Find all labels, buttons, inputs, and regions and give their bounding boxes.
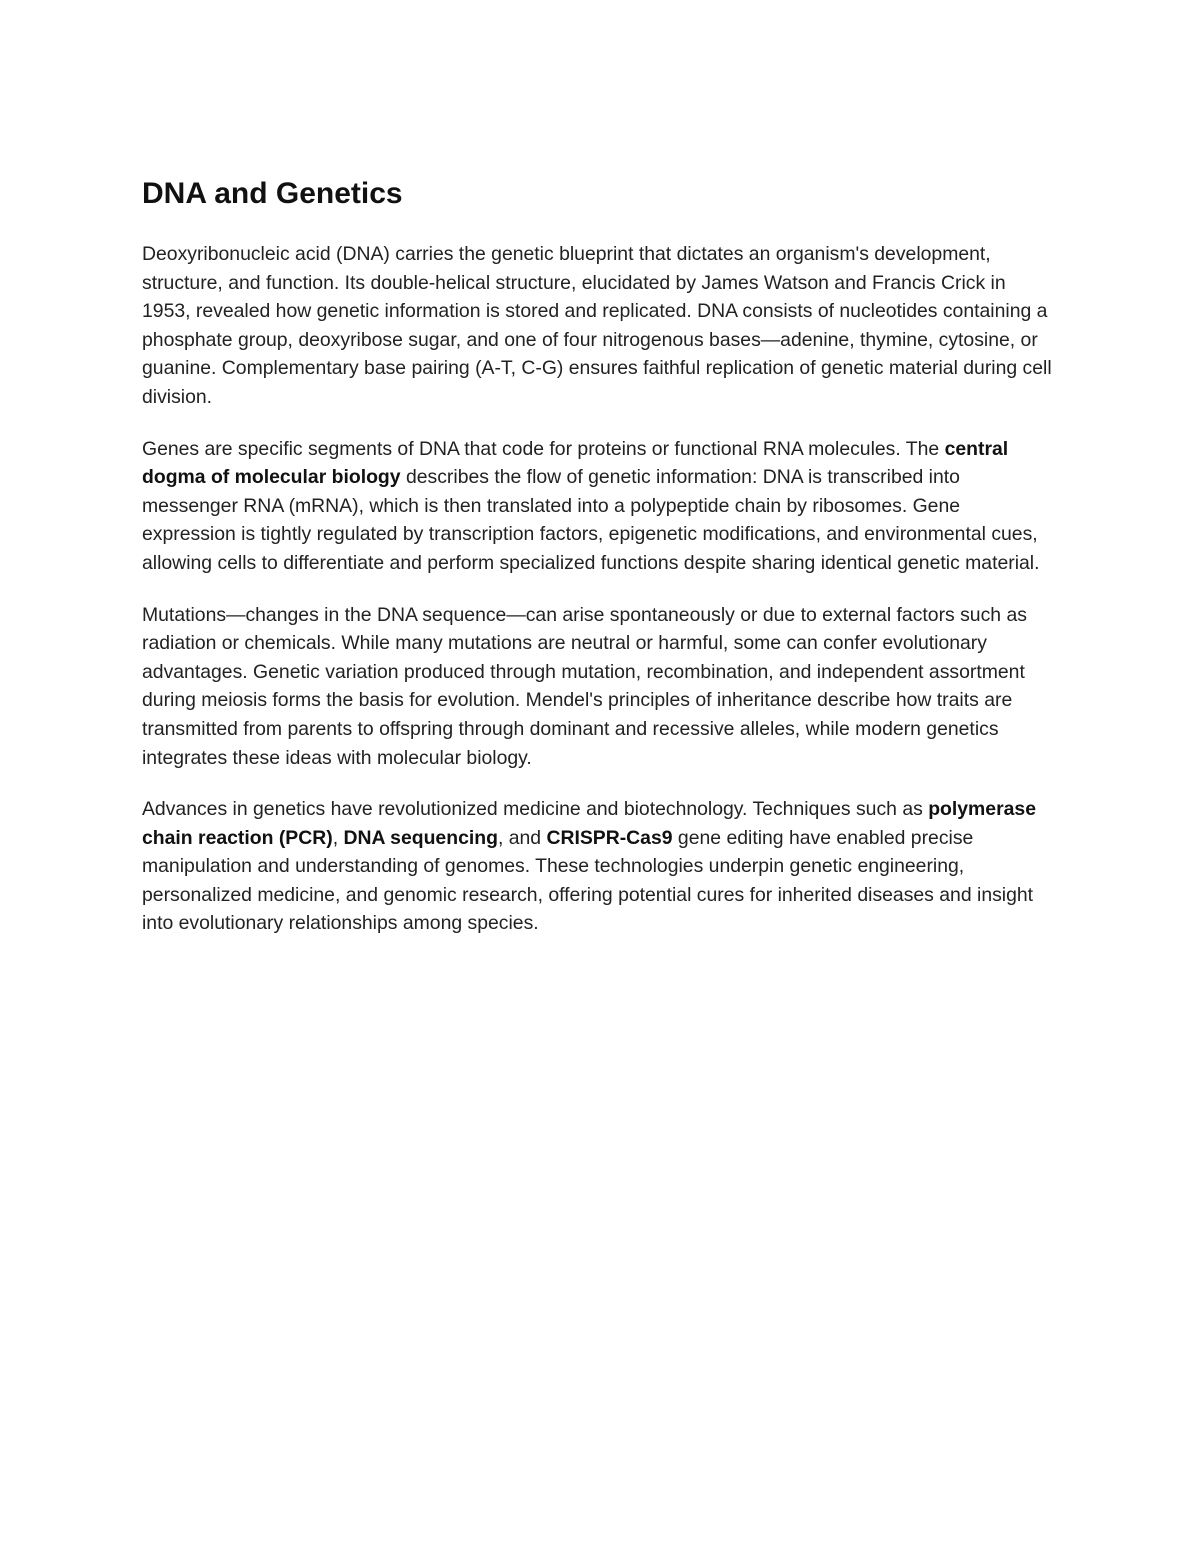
genetic-advances-paragraph (142, 795, 1058, 938)
advances-paragraph-body: gene editing have enabled precise manipulation and understanding of genomes. These technologies underpin genetic engineering, personalized medicine, and genomic research, offering potential cures for inherited diseases and insight into evolutionary relationships among species. (142, 826, 1034, 935)
pcr-bold-text: polymerase chain reaction (PCR) (142, 798, 1036, 849)
genes-paragraph-body: describes the flow of genetic information: DNA is transcribed into messenger RNA (mRNA), which is then translated into a polypeptide chain by ribosomes. Gene expression is tightly regulated by transcription factors, epigenetic modifications, and environmental cues, allowing cells to differentiate and perform specialized functions despite sharing identical genetic material. (142, 466, 1040, 574)
dna-structure-paragraph: Deoxyribonucleic acid (DNA) carries the genetic blueprint that dictates an organism's development, structure, and function. Its double-helical structure, elucidated by James Watson and Francis Crick in 1953, revealed how genetic information is stored and replicated. DNA consists of nucleotides containing a phosphate group, deoxyribose sugar, and one of four nitrogenous bases—adenine, thymine, cytosine, or guanine. Complementary base pairing (A-T, C-G) ensures faithful replication of genetic material during cell division. (142, 243, 1052, 408)
genes-paragraph-intro: Genes are specific segments of DNA that code for proteins or functional RNA molecules. The (142, 437, 945, 460)
central-dogma-bold-text: central dogma of molecular biology (142, 437, 1009, 489)
crispr-bold-text: CRISPR-Cas9 (546, 826, 673, 849)
mutations-paragraph: Mutations—changes in the DNA sequence—can arise spontaneously or due to external factors such as radiation or chemicals. While many mutations are neutral or harmful, some can confer evolutionary advantages. Genetic variation produced through mutation, recombination, and independent assortment during meiosis forms the basis for evolution. Mendel's principles of inheritance describe how traits are transmitted from parents to offspring through dominant and recessive alleles, while modern genetics integrates these ideas with molecular biology. (142, 603, 1027, 769)
advances-paragraph-intro: Advances in genetics have revolutionized medicine and biotechnology. Techniques such as (142, 798, 929, 821)
advances-separator-comma: , (332, 826, 344, 849)
advances-separator-and: , and (497, 826, 547, 849)
document-title: DNA and Genetics (142, 177, 403, 210)
document-content (142, 174, 1058, 961)
dna-sequencing-bold-text: DNA sequencing (343, 826, 498, 849)
genes-paragraph (142, 435, 1058, 578)
